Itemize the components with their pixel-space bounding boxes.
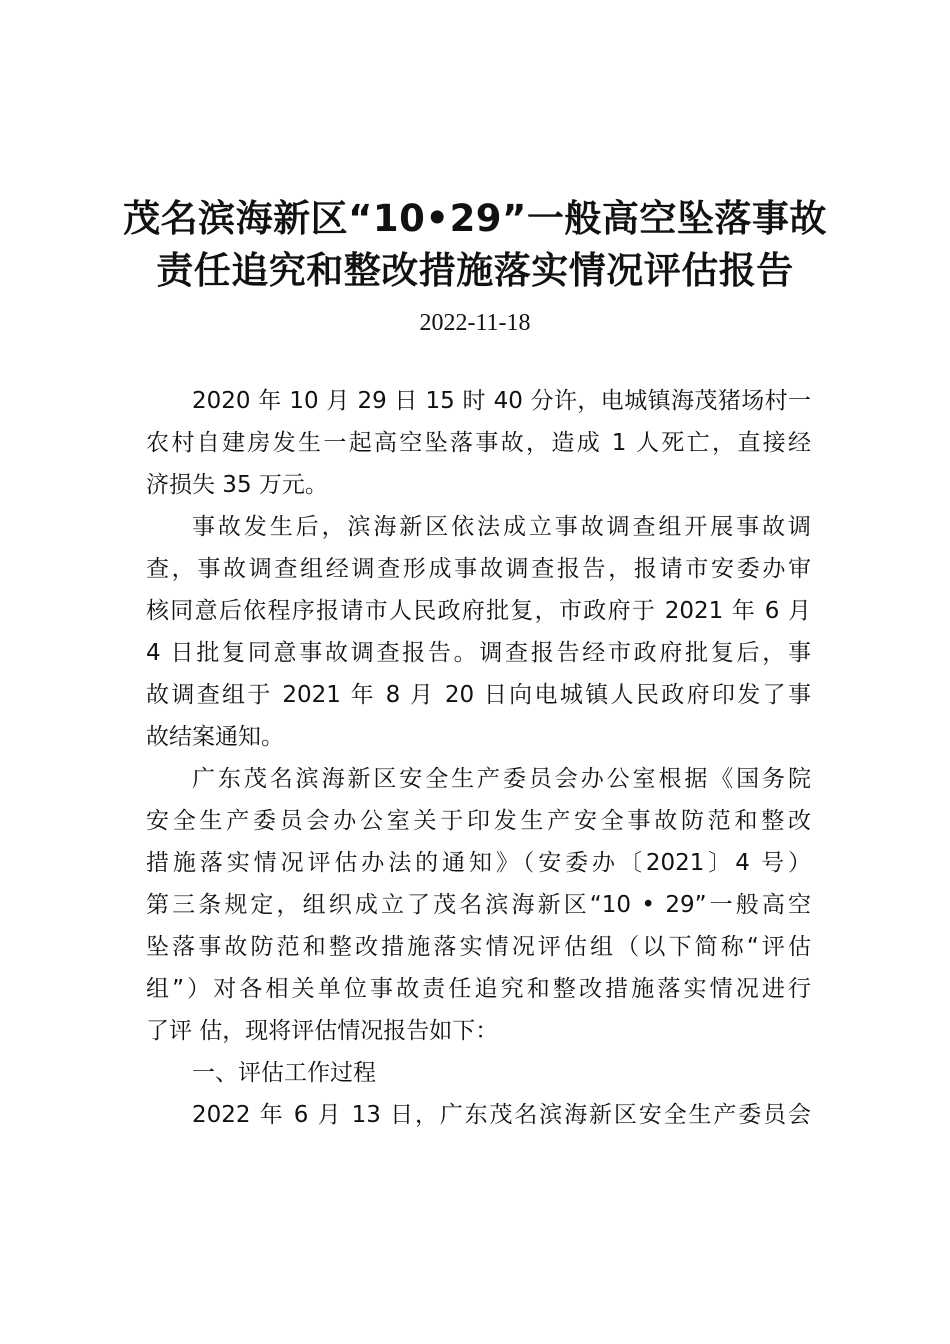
title-line-1: 茂名滨海新区“10•29”一般高空坠落事故 — [123, 197, 827, 240]
paragraph-line: 第三条规定，组织成立了茂名滨海新区“10 • 29”一般高空 — [146, 892, 811, 918]
paragraph-line: 故调查组于 2021 年 8 月 20 日向电城镇人民政府印发了事 — [146, 682, 811, 708]
paragraph-2 — [146, 506, 811, 758]
paragraph-line: 济损失 35 万元。 — [146, 472, 328, 498]
paragraph-line: 4 日批复同意事故调查报告。调查报告经市政府批复后，事 — [146, 640, 811, 666]
paragraph-4-line: 2022 年 6 月 13 日，广东茂名滨海新区安全生产委员会 — [192, 1102, 811, 1128]
paragraph-line: 查，事故调查组经调查形成事故调查报告，报请市安委办审 — [146, 556, 811, 582]
paragraph-line: 广东茂名滨海新区安全生产委员会办公室根据《国务院 — [192, 766, 811, 792]
section-heading: 一、评估工作过程 — [192, 1060, 376, 1086]
paragraph-3 — [146, 758, 811, 1052]
paragraph-line: 了评 估，现将评估情况报告如下： — [146, 1018, 499, 1044]
document-title — [0, 193, 950, 297]
paragraph-line: 事故发生后，滨海新区依法成立事故调查组开展事故调 — [192, 514, 811, 540]
document-body — [146, 380, 811, 1136]
paragraph-line: 故结案通知。 — [146, 724, 284, 750]
paragraph-1 — [146, 380, 811, 506]
paragraph-line: 措施落实情况评估办法的通知》（安委办〔2021〕4 号） — [146, 850, 811, 876]
title-line-2: 责任追究和整改措施落实情况评估报告 — [156, 249, 794, 292]
paragraph-line: 组”）对各相关单位事故责任追究和整改措施落实情况进行 — [146, 976, 811, 1002]
paragraph-line: 坠落事故防范和整改措施落实情况评估组（以下简称“评估 — [146, 934, 811, 960]
paragraph-line: 2020 年 10 月 29 日 15 时 40 分许，电城镇海茂猪场村一 — [192, 388, 811, 414]
paragraph-line: 核同意后依程序报请市人民政府批复，市政府于 2021 年 6 月 — [146, 598, 811, 624]
paragraph-line: 安全生产委员会办公室关于印发生产安全事故防范和整改 — [146, 808, 811, 834]
document-date: 2022-11-18 — [419, 310, 531, 336]
paragraph-line: 农村自建房发生一起高空坠落事故，造成 1 人死亡，直接经 — [146, 430, 811, 456]
